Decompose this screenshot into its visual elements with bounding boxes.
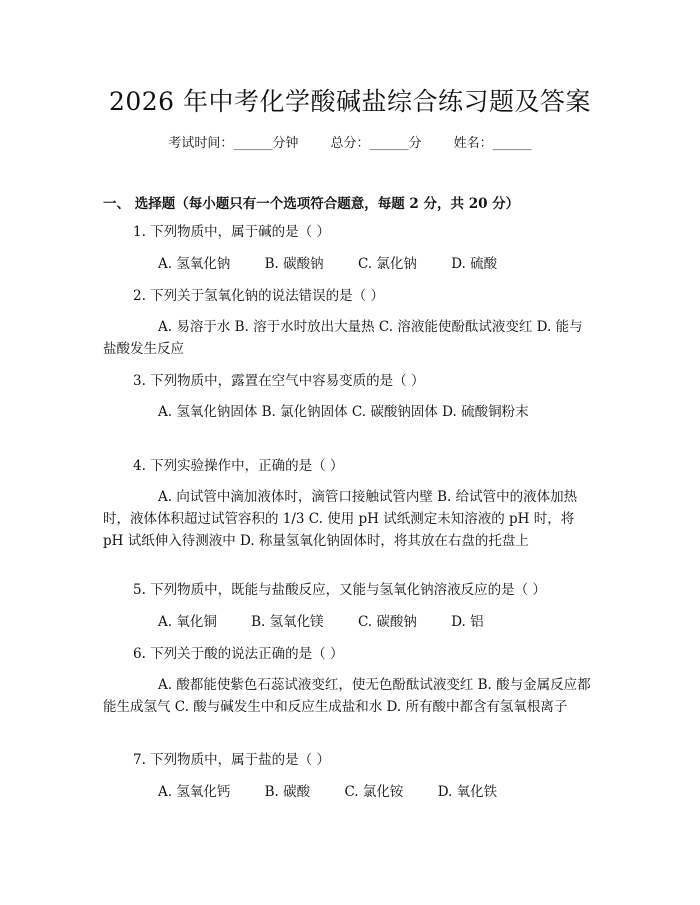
question-options: A. 向试管中滴加液体时，滴管口接触试管内壁 B. 给试管中的液体加热时，液体体积超过试管容积的 1/3 C. 使用 pH 试纸测定未知溶液的 pH 时，将 pH 试纸伸入待测液中 D. 称量氢氧化钠固体时，将其放在右盘的托盘上 bbox=[103, 489, 578, 549]
option-a: A. 氢氧化钙 bbox=[158, 784, 231, 800]
question-options: A. 酸都能使紫色石蕊试液变红，使无色酚酞试液变红 B. 酸与金属反应都能生成氢气 C. 酸与碱发生中和反应生成盐和水 D. 所有酸中都含有氢氧根离子 bbox=[103, 677, 591, 715]
question-stem: 4. 下列实验操作中，正确的是（ ） bbox=[133, 458, 344, 474]
option-a: A. 氢氧化钠 bbox=[158, 256, 231, 272]
total-score: 总分：______分 bbox=[330, 136, 422, 151]
option-d: D. 氧化铁 bbox=[437, 784, 498, 800]
section-heading: 一、 选择题（每小题只有一个选项符合题意，每题 2 分，共 20 分） bbox=[103, 196, 520, 212]
option-b: B. 碳酸钠 bbox=[264, 256, 324, 272]
question-options bbox=[103, 611, 593, 633]
question-stem: 3. 下列物质中，露置在空气中容易变质的是（ ） bbox=[133, 373, 425, 389]
question-6 bbox=[103, 643, 593, 718]
page-title: 2026 年中考化学酸碱盐综合练习题及答案 bbox=[108, 87, 592, 116]
question-stem: 1. 下列物质中，属于碱的是（ ） bbox=[133, 224, 330, 240]
option-c: C. 氯化钠 bbox=[357, 256, 417, 272]
question-stem: 7. 下列物质中，属于盐的是（ ） bbox=[133, 752, 330, 768]
student-name: 姓名：______ bbox=[453, 136, 532, 151]
question-1 bbox=[103, 221, 593, 275]
question-2 bbox=[103, 285, 593, 360]
question-stem: 5. 下列物质中，既能与盐酸反应，又能与氢氧化钠溶液反应的是（ ） bbox=[133, 582, 546, 598]
question-7 bbox=[103, 749, 593, 803]
question-stem: 2. 下列关于氢氧化钠的说法错误的是（ ） bbox=[133, 288, 384, 304]
question-options bbox=[103, 781, 593, 803]
question-options bbox=[103, 253, 593, 275]
question-options: A. 氢氧化钠固体 B. 氯化钠固体 C. 碳酸钠固体 D. 硫酸铜粉末 bbox=[158, 404, 529, 420]
question-stem: 6. 下列关于酸的说法正确的是（ ） bbox=[133, 646, 344, 662]
question-options: A. 易溶于水 B. 溶于水时放出大量热 C. 溶液能使酚酞试液变红 D. 能与盐酸发生反应 bbox=[103, 319, 583, 357]
option-c: C. 碳酸钠 bbox=[357, 614, 417, 630]
exam-time: 考试时间：______分钟 bbox=[168, 136, 299, 151]
question-4 bbox=[103, 455, 593, 552]
exam-meta bbox=[0, 132, 700, 151]
option-b: B. 碳酸 bbox=[264, 784, 311, 800]
question-3 bbox=[103, 370, 593, 423]
option-d: D. 铝 bbox=[451, 614, 484, 630]
question-5 bbox=[103, 579, 593, 633]
option-c: C. 氯化铵 bbox=[344, 784, 404, 800]
option-b: B. 氢氧化镁 bbox=[251, 614, 324, 630]
option-a: A. 氧化铜 bbox=[158, 614, 217, 630]
option-d: D. 硫酸 bbox=[451, 256, 498, 272]
